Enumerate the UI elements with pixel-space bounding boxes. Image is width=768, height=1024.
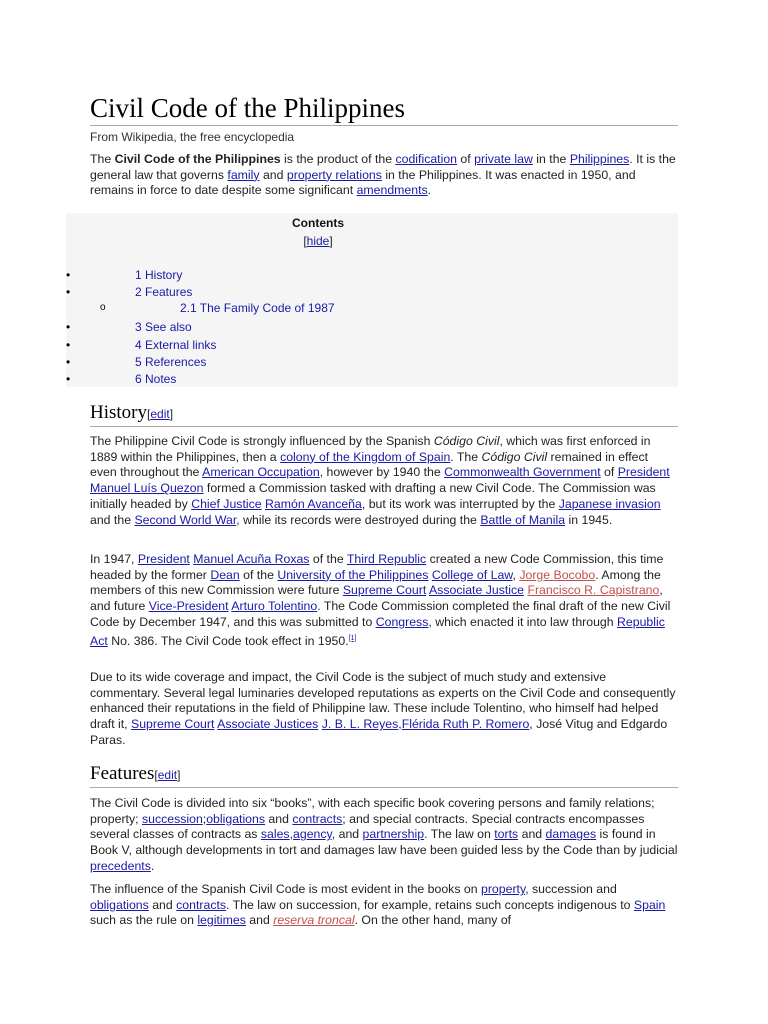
- link-legitimes[interactable]: legitimes: [197, 913, 246, 928]
- link-spain[interactable]: Spain: [633, 897, 666, 912]
- edit-link-history[interactable]: edit: [150, 407, 170, 421]
- text: of: [600, 465, 618, 480]
- link-second-world-war[interactable]: Second World War: [134, 512, 237, 527]
- text: , and: [331, 827, 363, 842]
- link-family[interactable]: family: [227, 167, 260, 182]
- features-paragraph-1: [90, 796, 678, 875]
- link-battle-of-manila[interactable]: Battle of Manila: [480, 512, 566, 527]
- text: in the Philippines. It was enacted in 1950, and remains in force to date despite some significant: [90, 167, 636, 198]
- text: No. 386. The Civil Code took effect in 1950.: [107, 633, 349, 648]
- link-quezon[interactable]: Manuel Luís Quezon: [90, 481, 204, 496]
- link-property[interactable]: property: [481, 882, 526, 896]
- toc-item-features[interactable]: 2 Features: [135, 285, 193, 299]
- text: created a new Code Commission, this time headed by the former: [90, 552, 664, 582]
- link-precedents[interactable]: precedents: [90, 858, 151, 873]
- italic-text: Código Civil: [433, 434, 500, 448]
- page-title: Civil Code of the Philippines: [90, 93, 678, 126]
- bracket: ]: [169, 407, 174, 421]
- bold-title: Civil Code of the Philippines: [114, 152, 281, 166]
- text: Due to its wide coverage and impact, the Civil Code is the subject of much study and extensive commentary. Several legal luminaries developed reputations as experts on the Civil Code and consequently enhanced their reputations in the field of Philippine law. These include Tolentino, who himself had helped draft it,: [90, 670, 676, 732]
- text: . It is the general law that governs: [90, 152, 676, 182]
- text: , but its work was interrupted by the: [361, 496, 559, 511]
- link-roxas[interactable]: Manuel Acuña Roxas: [193, 552, 310, 566]
- bracket: [: [147, 407, 151, 421]
- link-dean[interactable]: Dean: [210, 567, 240, 582]
- text: . The Code Commission completed the final draft of the new Civil Code by December 1947, and this was submitted to: [90, 599, 671, 629]
- text: ,: [289, 827, 294, 842]
- toc-hide-link[interactable]: hide: [306, 234, 330, 248]
- footnote-link[interactable]: [1]: [348, 634, 357, 642]
- edit-control: [154, 768, 180, 782]
- text: and: [518, 827, 546, 842]
- toc-hide-control: [0, 234, 636, 248]
- link-amendments[interactable]: amendments: [356, 183, 428, 198]
- bullet-icon: •: [66, 355, 71, 369]
- link-third-republic[interactable]: Third Republic: [346, 552, 427, 566]
- text: The Civil Code is divided into six “books”, with each specific book covering persons and family relations; property;: [90, 796, 655, 826]
- text: of: [457, 152, 475, 166]
- text: , José Vitug and Edgardo Paras.: [90, 717, 668, 747]
- text: , and future: [90, 583, 663, 614]
- text: , which was first enforced in 1889 within the Philippines, then a: [90, 434, 651, 464]
- text: The influence of the Spanish Civil Code is most evident in the books on: [90, 882, 481, 896]
- text: and: [259, 167, 287, 182]
- link-reserva-troncal[interactable]: reserva troncal: [273, 913, 355, 928]
- link-codification[interactable]: codification: [395, 152, 458, 166]
- heading-text: Features: [90, 763, 155, 784]
- text: is the product of the: [280, 152, 396, 166]
- link-college-of-law[interactable]: College of Law: [431, 567, 513, 582]
- link-obligations[interactable]: obligations: [206, 811, 266, 826]
- sub-bullet-icon: o: [100, 302, 106, 313]
- link-colony[interactable]: colony of the Kingdom of Spain: [280, 449, 451, 464]
- bullet-icon: •: [66, 268, 71, 282]
- tagline: From Wikipedia, the free encyclopedia: [90, 130, 295, 144]
- edit-control: [147, 407, 173, 421]
- toc-item-history[interactable]: 1 History: [135, 268, 183, 282]
- link-vice-president[interactable]: Vice-President: [148, 599, 229, 614]
- edit-link-features[interactable]: edit: [157, 768, 178, 782]
- text: , which enacted it into law through: [428, 614, 618, 629]
- toc-item-external-links[interactable]: 4 External links: [135, 338, 217, 352]
- history-paragraph-2: [90, 552, 678, 649]
- link-capistrano[interactable]: Francisco R. Capistrano: [527, 583, 660, 598]
- text: in 1945.: [565, 512, 613, 527]
- intro-paragraph: [90, 152, 678, 199]
- link-commonwealth-government[interactable]: Commonwealth Government: [444, 465, 601, 480]
- text: The Philippine Civil Code is strongly influenced by the Spanish: [90, 434, 434, 448]
- bracket: [: [303, 234, 307, 248]
- link-republic-act[interactable]: Republic Act: [90, 614, 665, 648]
- link-philippines[interactable]: Philippines: [569, 152, 630, 166]
- toc-item-family-code[interactable]: 2.1 The Family Code of 1987: [180, 301, 335, 315]
- bracket: ]: [177, 768, 181, 782]
- link-avancena[interactable]: Ramón Avanceña: [265, 496, 362, 511]
- history-paragraph-3: [90, 670, 678, 749]
- toc-item-see-also[interactable]: 3 See also: [135, 320, 192, 334]
- link-property-relations[interactable]: property relations: [286, 167, 382, 182]
- link-supreme-court[interactable]: Supreme Court: [131, 717, 215, 732]
- italic-text: Código Civil: [481, 449, 548, 464]
- bracket: ]: [329, 234, 333, 248]
- bracket: [: [154, 768, 158, 782]
- text: ; and special contracts. Special contracts encompasses several classes of contracts as: [90, 811, 645, 842]
- link-torts[interactable]: torts: [494, 827, 519, 842]
- link-damages[interactable]: damages: [545, 827, 597, 842]
- text: ,: [398, 717, 402, 732]
- text: formed a Commission tasked with drafting a new Civil Code. The Commission was initially headed by: [90, 481, 656, 511]
- text: ;: [202, 811, 207, 826]
- link-japanese-invasion[interactable]: Japanese invasion: [558, 496, 661, 511]
- text: of the: [309, 552, 347, 566]
- section-heading-history: [90, 402, 678, 427]
- text: and: [245, 913, 274, 928]
- text: The: [90, 152, 115, 166]
- text: remained in effect even throughout the: [90, 449, 649, 480]
- link-president[interactable]: President: [137, 552, 190, 566]
- text: , however by 1940 the: [319, 465, 445, 480]
- text: .: [427, 183, 432, 198]
- text: ,: [512, 567, 520, 582]
- link-romero[interactable]: Flérida Ruth P. Romero: [401, 717, 530, 732]
- text: .: [150, 858, 155, 873]
- text: In 1947,: [90, 552, 138, 566]
- link-associate-justice[interactable]: Associate Justice: [429, 583, 525, 598]
- text: , succession and: [525, 882, 617, 896]
- link-succession[interactable]: succession: [141, 811, 203, 826]
- text: . The: [450, 449, 482, 464]
- link-president[interactable]: President: [617, 465, 670, 480]
- link-contracts[interactable]: contracts: [176, 897, 227, 912]
- link-jbl-reyes[interactable]: J. B. L. Reyes: [321, 717, 399, 732]
- bullet-icon: •: [66, 372, 71, 386]
- text: and the: [90, 512, 135, 527]
- bullet-icon: •: [66, 285, 71, 299]
- features-paragraph-2: [90, 882, 678, 929]
- text: , while its records were destroyed during the: [236, 512, 481, 527]
- text: . Among the members of this new Commission were future: [90, 567, 661, 598]
- text: such as the rule on: [90, 913, 198, 928]
- link-chief-justice[interactable]: Chief Justice: [191, 496, 262, 511]
- text: . The law on succession, for example, retains such concepts indigenous to: [226, 897, 634, 912]
- toc-item-references[interactable]: 5 References: [135, 355, 207, 369]
- link-jorge-bocobo[interactable]: Jorge Bocobo: [519, 567, 596, 582]
- link-private-law[interactable]: private law: [474, 152, 533, 166]
- link-partnership[interactable]: partnership: [362, 827, 425, 842]
- heading-text: History: [90, 402, 147, 423]
- text: and: [265, 811, 293, 826]
- link-obligations[interactable]: obligations: [90, 897, 149, 912]
- text: is found in Book V, although developments in tort and damages law have been guided less by the Code than by judicial: [90, 827, 678, 858]
- text: . On the other hand, many of: [354, 913, 512, 928]
- text: of the: [239, 567, 278, 582]
- bullet-icon: •: [66, 338, 71, 352]
- section-heading-features: [90, 763, 678, 788]
- link-contracts[interactable]: contracts: [292, 811, 343, 826]
- text: . The law on: [424, 827, 495, 842]
- link-university-of-the-philippines[interactable]: University of the Philippines: [277, 567, 429, 582]
- toc-item-notes[interactable]: 6 Notes: [135, 372, 177, 386]
- link-congress[interactable]: Congress: [375, 614, 429, 629]
- link-supreme-court[interactable]: Supreme Court: [342, 583, 427, 598]
- link-agency[interactable]: agency: [293, 827, 332, 842]
- toc-title: Contents: [292, 216, 344, 230]
- text: in the: [532, 152, 570, 166]
- link-american-occupation[interactable]: American Occupation: [202, 465, 320, 480]
- text: and: [148, 897, 177, 912]
- link-associate-justices[interactable]: Associate Justices: [217, 717, 319, 732]
- link-sales[interactable]: sales: [260, 827, 290, 842]
- link-tolentino[interactable]: Arturo Tolentino: [231, 599, 318, 614]
- history-paragraph-1: [90, 434, 678, 528]
- bullet-icon: •: [66, 320, 71, 334]
